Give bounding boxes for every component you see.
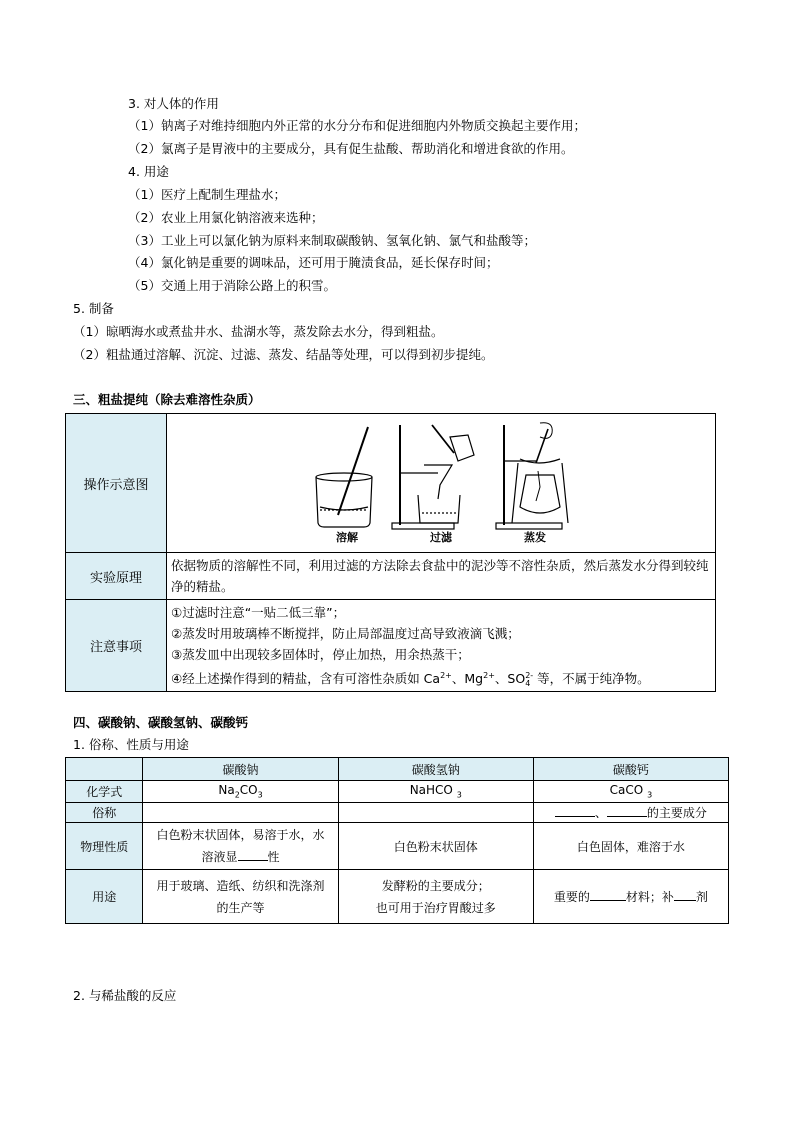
filter-apparatus [392, 425, 474, 529]
formula-caco3: CaCO $_3$ [533, 781, 728, 803]
heading-uses: 4. 用途 [128, 164, 169, 179]
notes-label: 注意事项 [66, 600, 167, 692]
col-caco3: 碳酸钙 [533, 758, 728, 781]
purification-table [65, 413, 716, 692]
phys-caco3: 白色固体，难溶于水 [533, 823, 728, 870]
name-caco3: 、 的主要成分 [533, 803, 728, 823]
use-item-3: （3）工业上可以氯化钠为原料来制取碳酸钠、氢氧化钠、氯气和盐酸等； [128, 233, 536, 248]
section3-title: 三、粗盐提纯（除去难溶性杂质） [73, 392, 261, 407]
body-item-2: （2）氯离子是胃液中的主要成分，具有促生盐酸、帮助消化和增进食欲的作用。 [128, 141, 574, 156]
use-caco3: 重要的 材料；补 剂 [533, 870, 728, 924]
body-item-1: （1）钠离子对维持细胞内外正常的水分分布和促进细胞内外物质交换起主要作用； [128, 118, 586, 133]
evaporate-apparatus [496, 423, 568, 529]
note-1: ①过滤时注意“一贴二低三靠”； [171, 605, 346, 620]
phys-nahco3: 白色粉末状固体 [338, 823, 533, 870]
formula-na2co3: $Na_2CO_3$ [143, 781, 338, 803]
caption-evaporate: 蒸发 [524, 531, 546, 544]
blank-2[interactable] [607, 804, 647, 817]
formula-nahco3: NaHCO $_3$ [338, 781, 533, 803]
blank-3[interactable] [238, 848, 268, 861]
phys-label: 物理性质 [66, 823, 143, 870]
carbonate-table [65, 757, 729, 924]
note-2: ②蒸发时用玻璃棒不断搅拌，防止局部温度过高导致液滴飞溅； [171, 626, 520, 641]
prep-item-1: （1）晾晒海水或煮盐井水、盐湖水等，蒸发除去水分，得到粗盐。 [73, 324, 444, 339]
use-label: 用途 [66, 870, 143, 924]
use-item-1: （1）医疗上配制生理盐水； [128, 187, 286, 202]
blank-4[interactable] [590, 888, 626, 901]
dissolve-apparatus [316, 427, 372, 527]
notes-cell [167, 600, 716, 692]
use-item-2: （2）农业上用氯化钠溶液来选种； [128, 210, 324, 225]
diagram-cell [167, 414, 716, 553]
note-3: ③蒸发皿中出现较多固体时，停止加热，用余热蒸干； [171, 647, 470, 662]
col-nahco3: 碳酸氢钠 [338, 758, 533, 781]
phys-na2co3: 白色粉末状固体，易溶于水，水 溶液显 性 [143, 823, 338, 870]
principle-text: 依据物质的溶解性不同，利用过滤的方法除去食盐中的泥沙等不溶性杂质，然后蒸发水分得到较纯净的精盐。 [167, 553, 716, 600]
apparatus-illustration [168, 415, 714, 548]
note-4: ④经上述操作得到的精盐，含有可溶性杂质如 $Ca^{2+}$、$Mg^{2+}$、SO 2- 4 等，不属于纯净物。 [171, 670, 650, 688]
use-na2co3: 用于玻璃、造纸、纺织和洗涤剂 的生产等 [143, 870, 338, 924]
section4-title: 四、碳酸钠、碳酸氢钠、碳酸钙 [73, 715, 249, 730]
name-nahco3 [338, 803, 533, 823]
heading-human-effect: 3. 对人体的作用 [128, 96, 219, 111]
caption-filter: 过滤 [430, 531, 452, 544]
use-item-4: （4）氯化钠是重要的调味品，还可用于腌渍食品，延长保存时间； [128, 255, 499, 270]
formula-label: 化学式 [66, 781, 143, 803]
section4-sub2: 2. 与稀盐酸的反应 [73, 988, 177, 1003]
section4-sub1: 1. 俗称、性质与用途 [73, 737, 189, 752]
col-na2co3: 碳酸钠 [143, 758, 338, 781]
prep-item-2: （2）粗盐通过溶解、沉淀、过滤、蒸发、结晶等处理，可以得到初步提纯。 [73, 347, 494, 362]
blank-1[interactable] [555, 804, 595, 817]
use-nahco3: 发酵粉的主要成分； 也可用于治疗胃酸过多 [338, 870, 533, 924]
name-na2co3 [143, 803, 338, 823]
diagram-label: 操作示意图 [66, 414, 167, 553]
use-item-5: （5）交通上用于消除公路上的积雪。 [128, 278, 336, 293]
caption-dissolve: 溶解 [336, 531, 358, 544]
principle-label: 实验原理 [66, 553, 167, 600]
corner-cell [66, 758, 143, 781]
blank-5[interactable] [674, 888, 696, 901]
heading-prep: 5. 制备 [73, 301, 114, 316]
name-label: 俗称 [66, 803, 143, 823]
